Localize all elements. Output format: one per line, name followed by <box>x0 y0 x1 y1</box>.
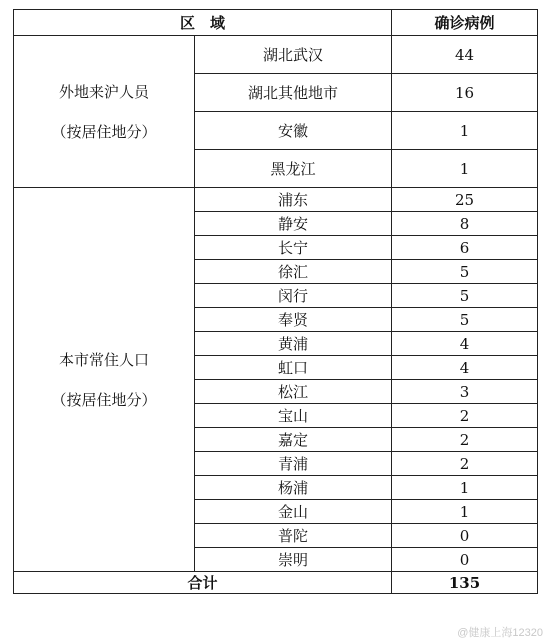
case-count: 16 <box>392 74 538 112</box>
total-count: 135 <box>392 572 538 594</box>
case-count: 1 <box>392 112 538 150</box>
case-count: 2 <box>392 428 538 452</box>
region-name: 金山 <box>195 500 392 524</box>
case-count: 6 <box>392 236 538 260</box>
case-count: 0 <box>392 548 538 572</box>
case-count: 8 <box>392 212 538 236</box>
region-name: 安徽 <box>195 112 392 150</box>
region-name: 长宁 <box>195 236 392 260</box>
group-label-line2: （按居住地分） <box>51 390 157 409</box>
case-count: 44 <box>392 36 538 74</box>
region-name: 闵行 <box>195 284 392 308</box>
total-row <box>14 572 538 594</box>
table-row <box>14 36 538 74</box>
region-name: 崇明 <box>195 548 392 572</box>
region-name: 虹口 <box>195 356 392 380</box>
case-count: 2 <box>392 452 538 476</box>
case-count: 1 <box>392 500 538 524</box>
case-count: 4 <box>392 332 538 356</box>
region-name: 松江 <box>195 380 392 404</box>
group-label-line1: 本市常住人口 <box>58 350 149 369</box>
header-row <box>14 10 538 36</box>
total-label: 合计 <box>14 572 392 594</box>
region-name: 黑龙江 <box>195 150 392 188</box>
region-name: 湖北其他地市 <box>195 74 392 112</box>
header-confirmed-cases: 确诊病例 <box>392 10 538 36</box>
case-count: 4 <box>392 356 538 380</box>
group-label-line2: （按居住地分） <box>51 122 157 141</box>
region-name: 宝山 <box>195 404 392 428</box>
region-name: 普陀 <box>195 524 392 548</box>
region-name: 浦东 <box>195 188 392 212</box>
watermark: @健康上海12320 <box>457 627 543 639</box>
case-count: 5 <box>392 308 538 332</box>
group-label <box>14 36 195 188</box>
region-name: 湖北武汉 <box>195 36 392 74</box>
region-name: 静安 <box>195 212 392 236</box>
header-region: 区 域 <box>14 10 392 36</box>
case-count: 3 <box>392 380 538 404</box>
region-name: 徐汇 <box>195 260 392 284</box>
region-name: 青浦 <box>195 452 392 476</box>
case-count: 0 <box>392 524 538 548</box>
region-name: 黄浦 <box>195 332 392 356</box>
cases-by-region-table <box>13 9 538 594</box>
case-count: 1 <box>392 476 538 500</box>
table-row <box>14 188 538 212</box>
group-label <box>14 188 195 572</box>
region-name: 奉贤 <box>195 308 392 332</box>
case-count: 25 <box>392 188 538 212</box>
region-name: 杨浦 <box>195 476 392 500</box>
case-count: 5 <box>392 260 538 284</box>
region-name: 嘉定 <box>195 428 392 452</box>
group-label-line1: 外地来沪人员 <box>58 82 149 101</box>
case-count: 1 <box>392 150 538 188</box>
case-count: 2 <box>392 404 538 428</box>
case-count: 5 <box>392 284 538 308</box>
